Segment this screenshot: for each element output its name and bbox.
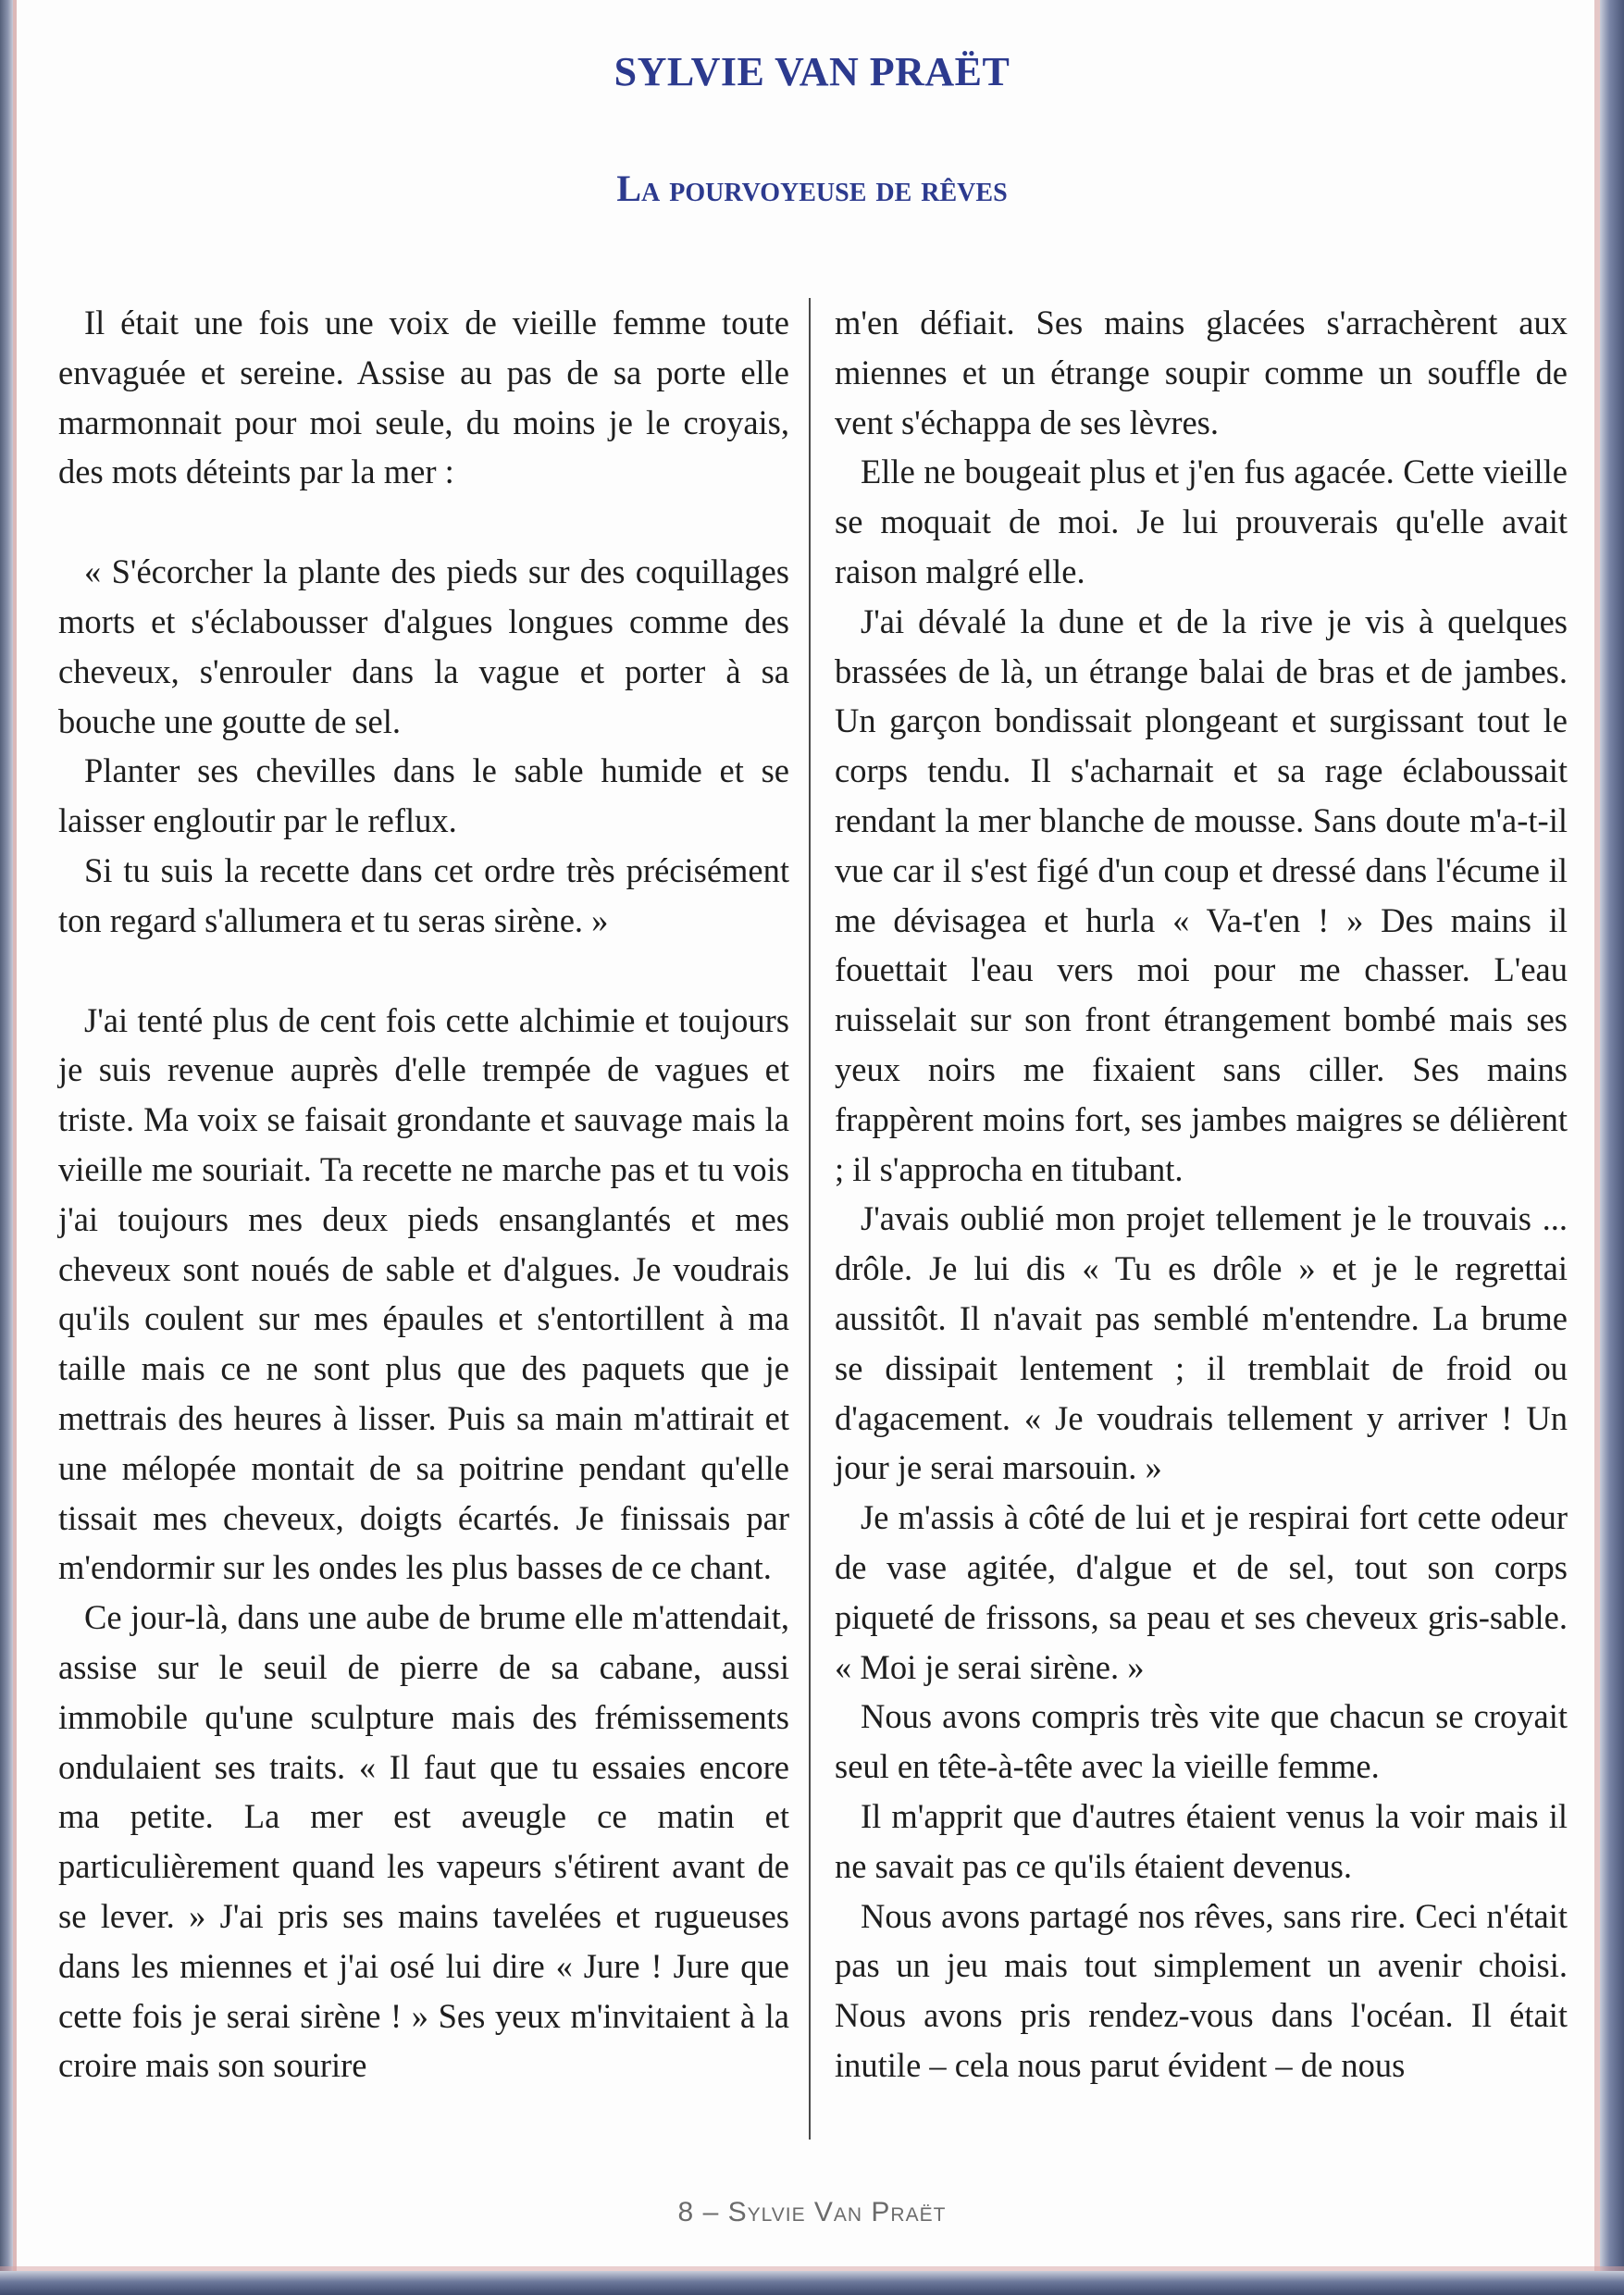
- page-border-left-accent: [13, 0, 17, 2295]
- paragraph: Si tu suis la recette dans cet ordre très précisément ton regard s'allumera et tu seras sirène. »: [58, 850, 789, 939]
- paragraph: m'en défiait. Ses mains glacées s'arrachèrent aux miennes et un étrange soupir comme un souffle de vent s'échappa de ses lèvres.: [835, 304, 1568, 441]
- paragraph: Ce jour-là, dans une aube de brume elle m'attendait, assise sur le seuil de pierre de sa cabane, aussi immobile qu'une sculpture mais des frémissements ondulaient ses traits. « Il faut que tu essaies encore ma petite. La mer est aveugle ce matin et particulièrement quand les vapeurs s'étirent avant de se lever. » J'ai pris ses mains tavelées et rugueuses dans les miennes et j'ai osé lui dire « Jure ! Jure que cette fois je serai sirène ! » Ses yeux m'invitaient à la croire mais son sourire: [58, 1598, 789, 2085]
- paragraph: Elle ne bougeait plus et j'en fus agacée. Cette vieille se moquait de moi. Je lui prouverais qu'elle avait raison malgré elle.: [835, 453, 1568, 590]
- paragraph: Il m'apprit que d'autres étaient venus la voir mais il ne savait pas ce qu'ils étaient devenus.: [835, 1796, 1568, 1885]
- page-footer: 8 – Sylvie Van Praët: [677, 2197, 947, 2227]
- page-border-left: [0, 0, 13, 2295]
- paragraph: Il était une fois une voix de vieille femme toute envaguée et sereine. Assise au pas de sa porte elle marmonnait pour moi seule, du moins je le croyais, des mots déteints par la mer :: [58, 304, 789, 491]
- page-border-right-accent: [1594, 0, 1600, 2295]
- paragraph: Je m'assis à côté de lui et je respirai fort cette odeur de vase agitée, d'algue et de sel, tout son corps piqueté de frissons, sa peau et ses cheveux gris-sable. « Moi je serai sirène. »: [835, 1498, 1568, 1686]
- story-title: La pourvoyeuse de rêves: [616, 167, 1008, 209]
- paragraph: Planter ses chevilles dans le sable humide et se laisser engloutir par le reflux.: [58, 751, 789, 840]
- author-heading: SYLVIE VAN PRAËT: [614, 49, 1010, 94]
- paragraph: Nous avons partagé nos rêves, sans rire. Ceci n'était pas un jeu mais tout simplement un avenir choisi. Nous avons pris rendez-vous dans l'océan. Il était inutile – cela nous parut évident – de nous: [835, 1896, 1568, 2084]
- paragraph: J'ai tenté plus de cent fois cette alchimie et toujours je suis revenue auprès d'elle trempée de vagues et triste. Ma voix se faisait grondante et sauvage mais la vieille me souriait. Ta recette ne marche pas et tu vois j'ai toujours mes deux pieds ensanglantés et mes cheveux sont noués de sable et d'algues. Je voudrais qu'ils coulent sur mes épaules et s'entortillent à ma taille mais ce ne sont plus que des paquets que je mettrais des heures à lisser. Puis sa main m'attirait et une mélopée montait de sa poitrine pendant qu'elle tissait mes cheveux, doigts écartés. Je finissais par m'endormir sur les ondes les plus basses de ce chant.: [58, 1000, 789, 1587]
- page-border-bottom: [0, 2271, 1624, 2295]
- page-border-bottom-accent: [0, 2266, 1624, 2271]
- page-border-right: [1600, 0, 1624, 2295]
- paragraph-gap: [58, 497, 789, 547]
- column-divider: [809, 298, 811, 2140]
- paragraph: « S'écorcher la plante des pieds sur des coquillages morts et s'éclabousser d'algues longues comme des cheveux, s'enrouler dans la vague et porter à sa bouche une goutte de sel.: [58, 552, 789, 740]
- left-column: [58, 298, 789, 2090]
- right-column: [835, 298, 1568, 2090]
- paragraph: J'ai dévalé la dune et de la rive je vis à quelques brassées de là, un étrange balai de bras et de jambes. Un garçon bondissait plongeant et surgissant tout le corps tendu. Il s'acharnait et sa rage éclaboussait rendant la mer blanche de mousse. Sans doute m'a-t-il vue car il s'est figé d'un coup et dressé dans l'écume il me dévisagea et hurla « Va-t'en ! » Des mains il fouettait l'eau vers moi pour me chasser. L'eau ruisselait sur son front étrangement bombé mais ses yeux noirs me fixaient sans ciller. Ses mains frappèrent moins fort, ses jambes maigres se délièrent ; il s'approcha en titubant.: [835, 602, 1568, 1188]
- paragraph: J'avais oublié mon projet tellement je le trouvais ... drôle. Je lui dis « Tu es drôle » et je le regrettai aussitôt. Il n'avait pas semblé m'entendre. La brume se dissipait lentement ; il tremblait de froid ou d'agacement. « Je voudrais tellement y arriver ! Un jour je serai marsouin. »: [835, 1199, 1568, 1487]
- paragraph: Nous avons compris très vite que chacun se croyait seul en tête-à-tête avec la vieille femme.: [835, 1697, 1568, 1786]
- paragraph-gap: [58, 946, 789, 996]
